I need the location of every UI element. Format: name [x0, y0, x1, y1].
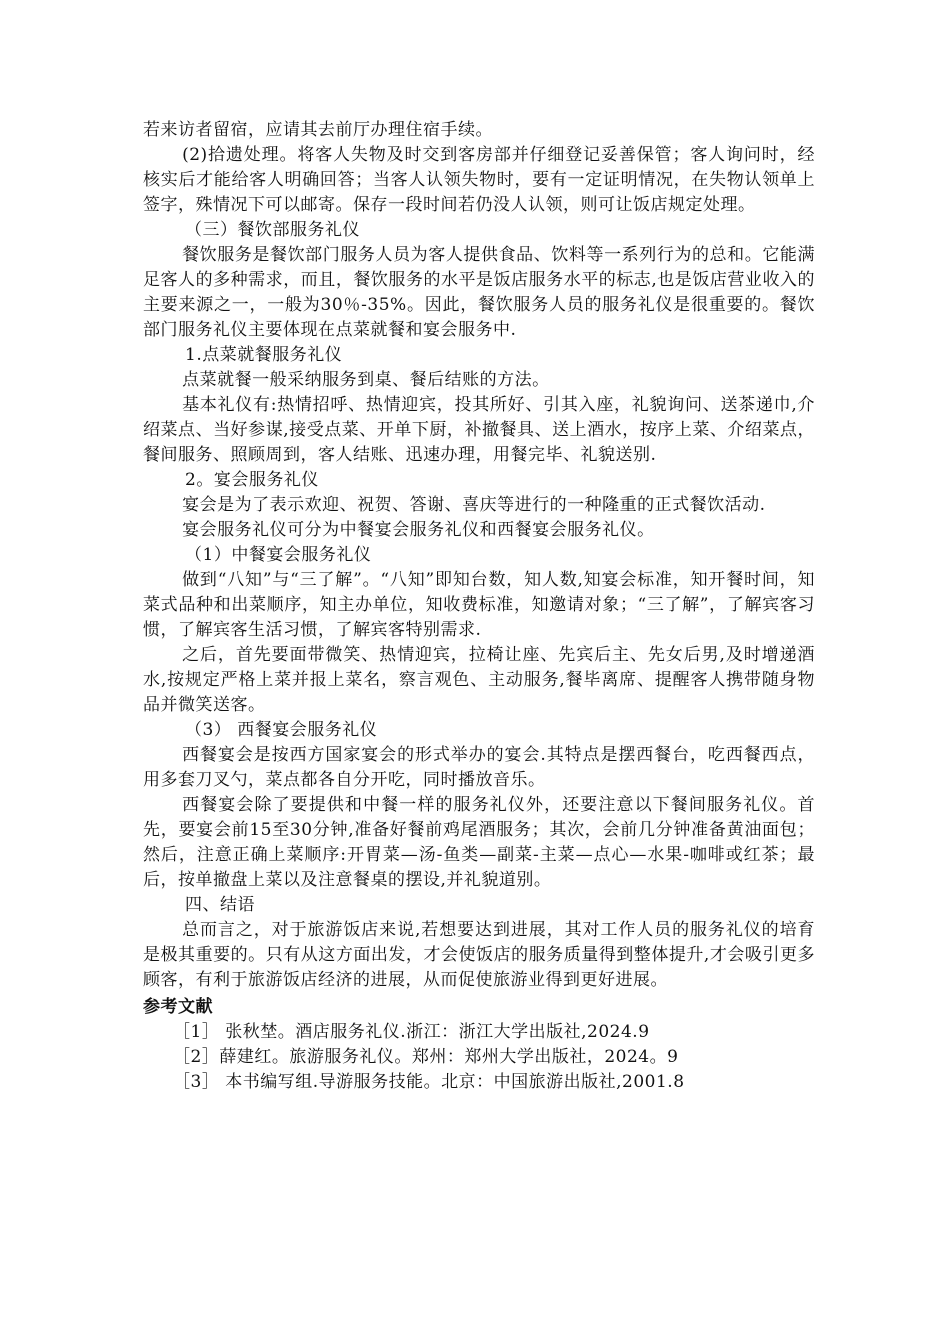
paragraph: 基本礼仪有:热情招呼、热情迎宾，投其所好、引其入座，礼貌询问、送茶递巾,介绍菜点、当好参谋,接受点菜、开单下厨，补撤餐具、送上酒水，按序上菜、介绍菜点，餐间服务、照顾周到，客人结账、迅速办理，用餐完毕、礼貌送别. — [143, 395, 815, 465]
paragraph: 宴会服务礼仪可分为中餐宴会服务礼仪和西餐宴会服务礼仪。 — [182, 520, 655, 540]
section-heading: （3） 西餐宴会服务礼仪 — [185, 720, 378, 740]
references-title: 参考文献 — [143, 997, 213, 1017]
paragraph: 餐饮服务是餐饮部门服务人员为客人提供食品、饮料等一系列行为的总和。它能满足客人的多种需求，而且，餐饮服务的水平是饭店服务水平的标志,也是饭店营业收入的主要来源之一，一般为30％-35%。因此，餐饮服务人员的服务礼仪是很重要的。餐饮部门服务礼仪主要体现在点菜就餐和宴会服务中. — [143, 245, 815, 340]
paragraph: 西餐宴会是按西方国家宴会的形式举办的宴会.其特点是摆西餐台，吃西餐西点，用多套刀叉勺，菜点都各自分开吃，同时播放音乐。 — [143, 745, 815, 790]
paragraph: 做到“八知”与“三了解”。“八知”即知台数，知人数,知宴会标准，知开餐时间，知菜式品种和出菜顺序，知主办单位，知收费标准，知邀请对象；“三了解”，了解宾客习惯，了解宾客生活习惯，了解宾客特别需求. — [143, 570, 815, 640]
reference-item: ［3］ 本书编写组.导游服务技能。北京：中国旅游出版社,2001.8 — [173, 1072, 685, 1092]
reference-item: ［2］薛建红。旅游服务礼仪。郑州：郑州大学出版社，2024。9 — [173, 1047, 679, 1067]
paragraph: 宴会是为了表示欢迎、祝贺、答谢、喜庆等进行的一种隆重的正式餐饮活动. — [182, 495, 766, 515]
paragraph: (2)拾遗处理。将客人失物及时交到客房部并仔细登记妥善保管；客人询问时，经核实后才能给客人明确回答；当客人认领失物时，要有一定证明情况，在失物认领单上签字，殊情况下可以邮寄。保存一段时间若仍没人认领，则可让饭店规定处理。 — [143, 145, 815, 215]
reference-item: ［1］ 张秋埜。酒店服务礼仪.浙江：浙江大学出版社,2024.9 — [173, 1022, 650, 1042]
paragraph: 点菜就餐一般采纳服务到桌、餐后结账的方法。 — [182, 370, 550, 390]
paragraph: 总而言之，对于旅游饭店来说,若想要达到进展，其对工作人员的服务礼仪的培育是极其重要的。只有从这方面出发，才会使饭店的服务质量得到整体提升,才会吸引更多顾客，有利于旅游饭店经济的进展，从而促使旅游业得到更好进展。 — [143, 920, 815, 990]
section-heading: （三）餐饮部服务礼仪 — [185, 220, 360, 240]
document-body — [143, 118, 815, 1095]
section-heading: 四、结语 — [185, 895, 255, 915]
paragraph: 之后，首先要面带微笑、热情迎宾，拉椅让座、先宾后主、先女后男,及时增递酒水,按规定严格上菜并报上菜名，察言观色、主动服务,餐毕离席、提醒客人携带随身物品并微笑送客。 — [143, 645, 815, 715]
section-heading: （1）中餐宴会服务礼仪 — [185, 545, 372, 565]
section-heading: 1.点菜就餐服务礼仪 — [185, 345, 343, 365]
paragraph: 若来访者留宿，应请其去前厅办理住宿手续。 — [143, 120, 493, 140]
paragraph: 西餐宴会除了要提供和中餐一样的服务礼仪外，还要注意以下餐间服务礼仪。首先，要宴会前15至30分钟,准备好餐前鸡尾酒服务；其次，会前几分钟准备黄油面包；然后，注意正确上菜顺序:开胃菜—汤-鱼类—副菜-主菜—点心—水果-咖啡或红茶；最后，按单撤盘上菜以及注意餐桌的摆设,并礼貌道别。 — [143, 795, 815, 890]
section-heading: 2。宴会服务礼仪 — [185, 470, 319, 490]
